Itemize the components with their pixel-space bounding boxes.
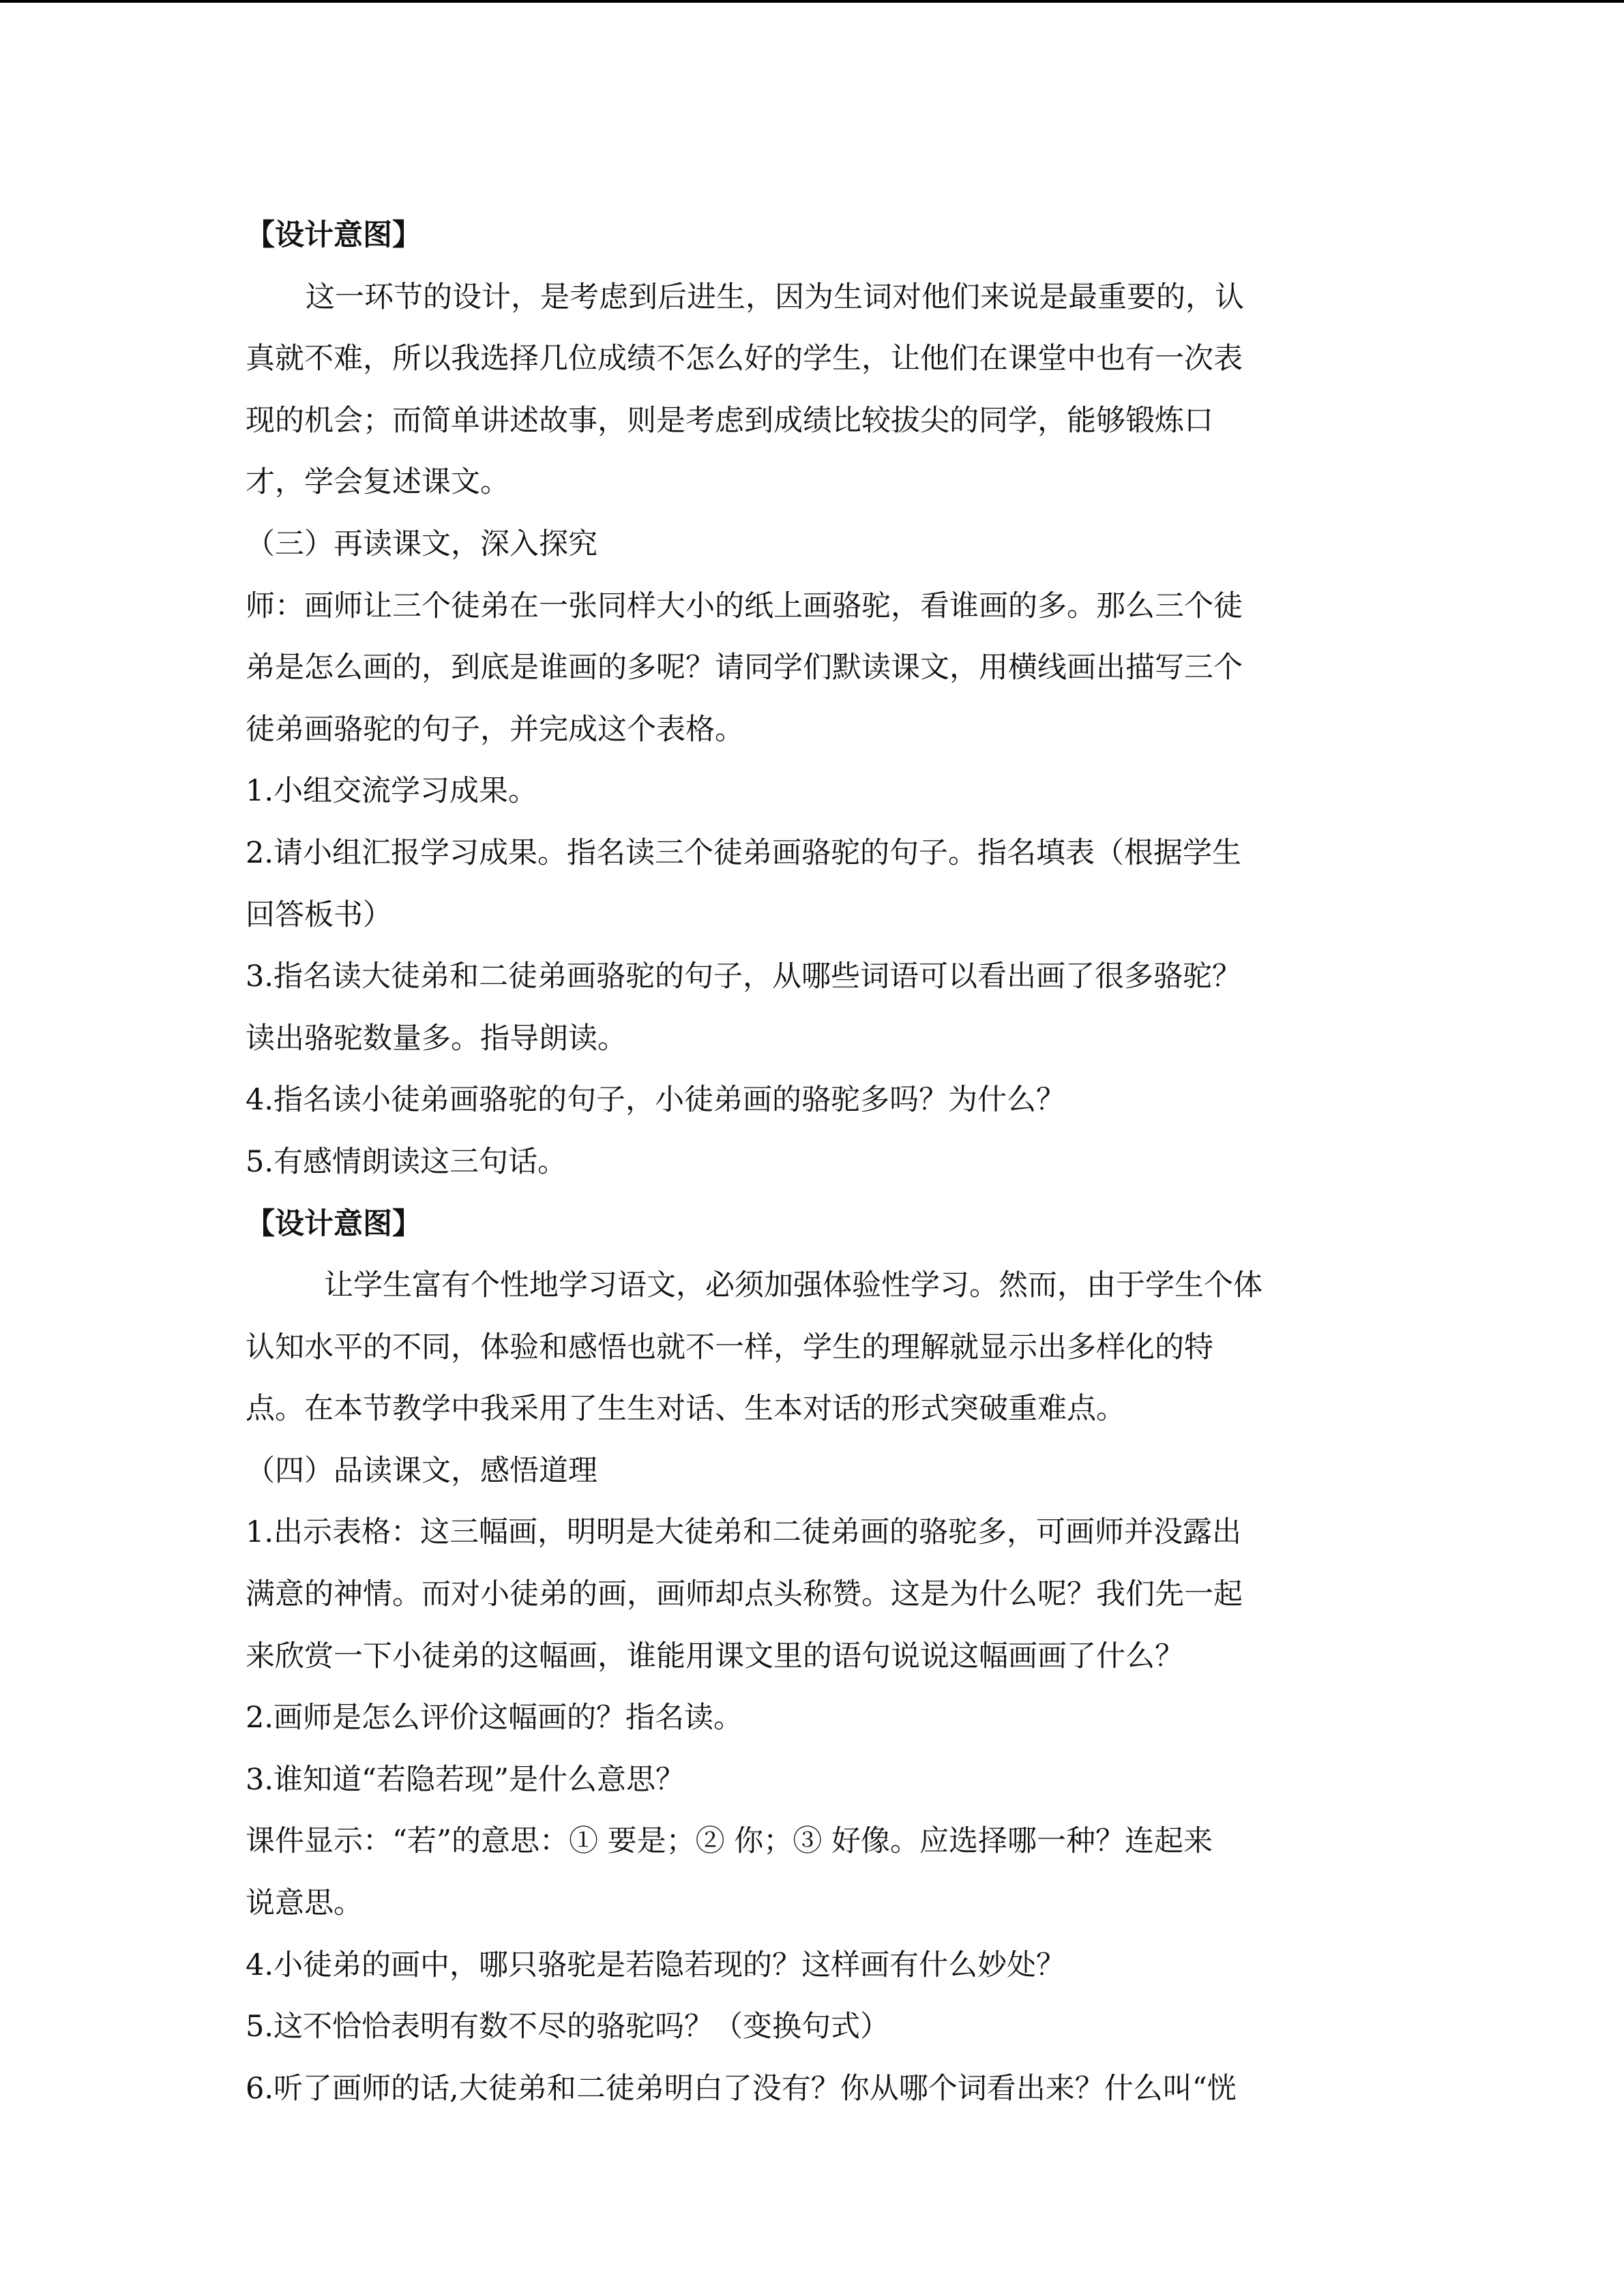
text-line: 认知水平的不同，体验和感悟也就不一样，学生的理解就显示出多样化的特 [246,1330,1213,1365]
text-line: 师：画师让三个徒弟在一张同样大小的纸上画骆驼，看谁画的多。那么三个徒 [246,588,1243,623]
text-line: 1.小组交流学习成果。 [246,774,538,809]
text-line: 才，学会复述课文。 [246,465,510,500]
text-line: 回答板书） [246,897,392,932]
text-line: 徒弟画骆驼的句子，并完成这个表格。 [246,712,744,747]
text-line: 课件显示：“若”的意思：① 要是；② 你；③ 好像。应选择哪一种？连起来 [246,1824,1213,1859]
text-line: 让学生富有个性地学习语文，必须加强体验性学习。然而，由于学生个体 [324,1268,1263,1303]
text-line: 真就不难，所以我选择几位成绩不怎么好的学生，让他们在课堂中也有一次表 [246,342,1243,376]
text-line: 5.有感情朗读这三句话。 [246,1144,567,1179]
text-line: （四）品读课文，感悟道理 [246,1453,597,1488]
text-line: 2.请小组汇报学习成果。指名读三个徒弟画骆驼的句子。指名填表（根据学生 [246,835,1242,870]
section-heading: 【设计意图】 [246,1206,422,1241]
text-line: 这一环节的设计，是考虑到后进生，因为生词对他们来说是最重要的，认 [306,280,1244,314]
text-line: 6.听了画师的话,大徒弟和二徒弟明白了没有？你从哪个词看出来？什么叫“恍 [246,2071,1237,2106]
text-line: 3.指名读大徒弟和二徒弟画骆驼的句子，从哪些词语可以看出画了很多骆驼？ [246,959,1242,994]
text-line: 点。在本节教学中我采用了生生对话、生本对话的形式突破重难点。 [246,1392,1125,1427]
text-line: 5.这不恰恰表明有数不尽的骆驼吗？（变换句式） [246,2010,890,2044]
text-line: 来欣赏一下小徒弟的这幅画，谁能用课文里的语句说说这幅画画了什么？ [246,1639,1184,1673]
text-line: 3.谁知道“若隐若现”是什么意思？ [246,1762,685,1797]
section-heading: 【设计意图】 [246,218,422,252]
text-line: 读出骆驼数量多。指导朗读。 [246,1021,627,1056]
document-page [246,205,1378,2119]
text-line: 4.小徒弟的画中，哪只骆驼是若隐若现的？这样画有什么妙处？ [246,1948,1066,1982]
text-line: 4.指名读小徒弟画骆驼的句子，小徒弟画的骆驼多吗？为什么？ [246,1083,1066,1118]
text-line: 说意思。 [246,1886,363,1921]
text-line: 2.画师是怎么评价这幅画的？指名读。 [246,1701,743,1735]
page-top-border [0,0,1624,3]
text-line: 现的机会；而简单讲述故事，则是考虑到成绩比较拔尖的同学，能够锻炼口 [246,403,1213,438]
text-line: 满意的神情。而对小徒弟的画，画师却点头称赞。这是为什么呢？我们先一起 [246,1577,1243,1612]
text-line: 弟是怎么画的，到底是谁画的多呢？请同学们默读课文，用横线画出描写三个 [246,651,1243,685]
text-line: （三）再读课文，深入探究 [246,526,597,561]
text-line: 1.出示表格：这三幅画，明明是大徒弟和二徒弟画的骆驼多，可画师并没露出 [246,1515,1242,1550]
